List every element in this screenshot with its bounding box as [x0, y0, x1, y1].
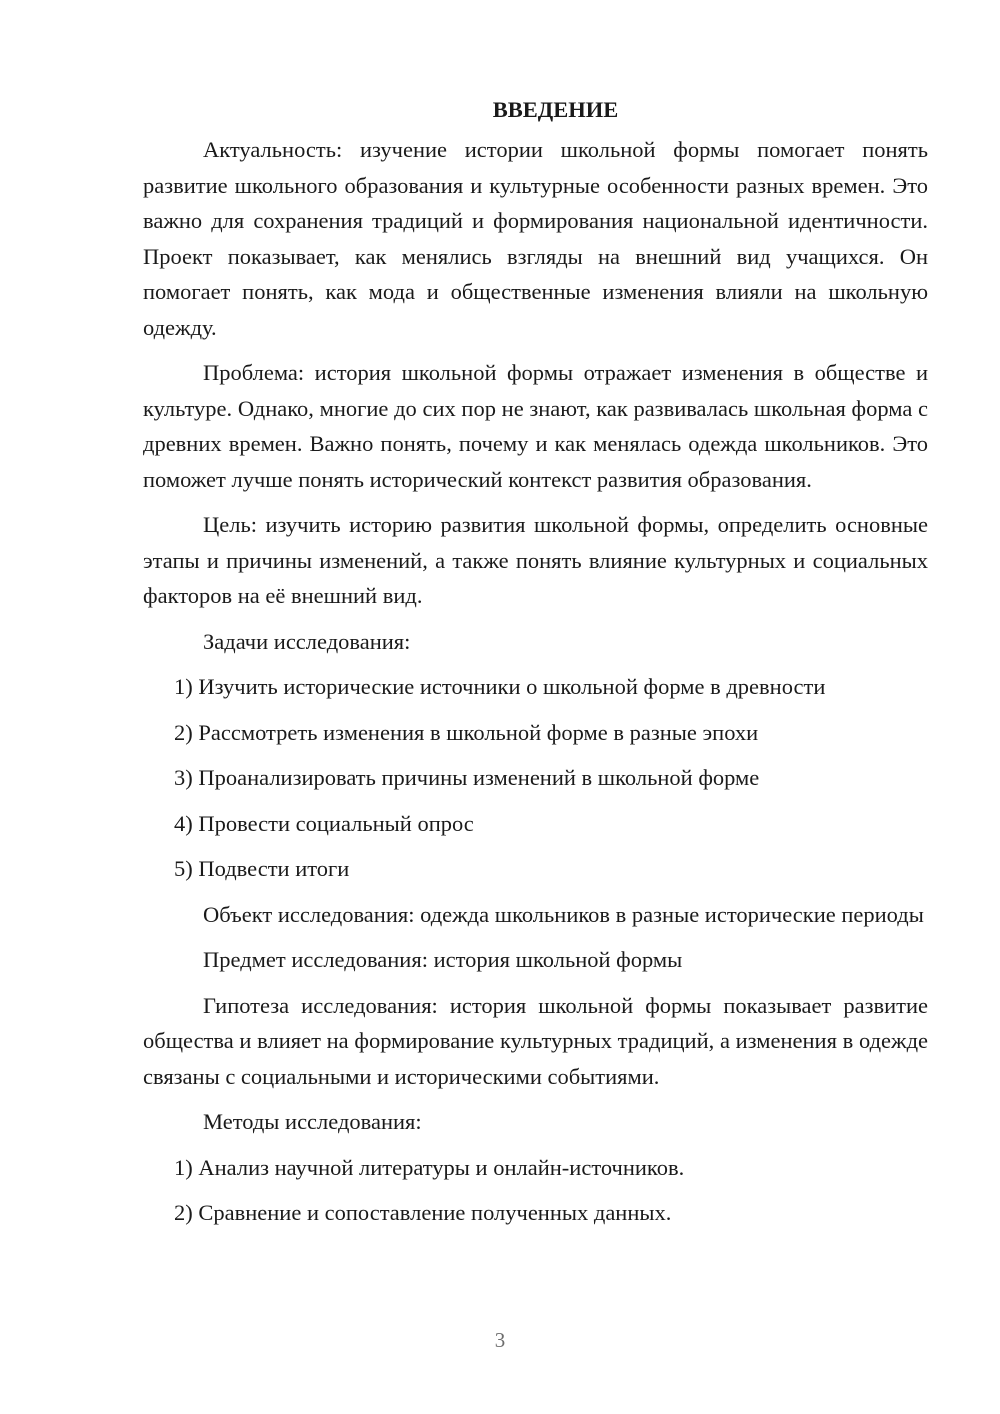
methods-list [143, 1150, 928, 1231]
relevance-paragraph: Актуальность: изучение истории школьной формы помогает понять развитие школьного образования и культурные особенности разных времен. Это важно для сохранения традиций и формирования национальной идентичности. Проект показывает, как менялись взгляды на внешний вид учащихся. Он помогает понять, как мода и общественные изменения влияли на школьную одежду. [143, 137, 928, 340]
goal-paragraph: Цель: изучить историю развития школьной формы, определить основные этапы и причины изменений, а также понять влияние культурных и социальных факторов на её внешний вид. [143, 512, 928, 608]
page-number: 3 [494, 1328, 506, 1352]
method-item-1: 1) Анализ научной литературы и онлайн-источников. [174, 1154, 685, 1180]
object-paragraph: Объект исследования: одежда школьников в разные исторические периоды [203, 901, 924, 927]
task-item-4: 4) Провести социальный опрос [174, 810, 474, 836]
methods-heading: Методы исследования: [203, 1109, 422, 1134]
task-item-1: 1) Изучить исторические источники о школьной форме в древности [174, 674, 826, 699]
subject-paragraph: Предмет исследования: история школьной формы [203, 947, 683, 972]
hypothesis-paragraph: Гипотеза исследования: история школьной формы показывает развитие общества и влияет на формирование культурных традиций, а изменения в одежде связаны с социальными и историческими событиями. [143, 992, 928, 1089]
document-page [143, 92, 928, 1241]
tasks-heading: Задачи исследования: [203, 628, 411, 654]
section-title: ВВЕДЕНИЕ [492, 97, 619, 122]
tasks-list [143, 669, 928, 887]
task-item-3: 3) Проанализировать причины изменений в школьной форме [174, 765, 760, 790]
problem-paragraph: Проблема: история школьной формы отражает изменения в обществе и культуре. Однако, многие до сих пор не знают, как развивалась школьная форма с древних времен. Важно понять, почему и как менялась одежда школьников. Это поможет лучше понять исторический контекст развития образования. [143, 360, 928, 492]
task-item-2: 2) Рассмотреть изменения в школьной форме в разные эпохи [174, 719, 759, 745]
task-item-5: 5) Подвести итоги [174, 856, 350, 881]
method-item-2: 2) Сравнение и сопоставление полученных данных. [174, 1200, 672, 1225]
